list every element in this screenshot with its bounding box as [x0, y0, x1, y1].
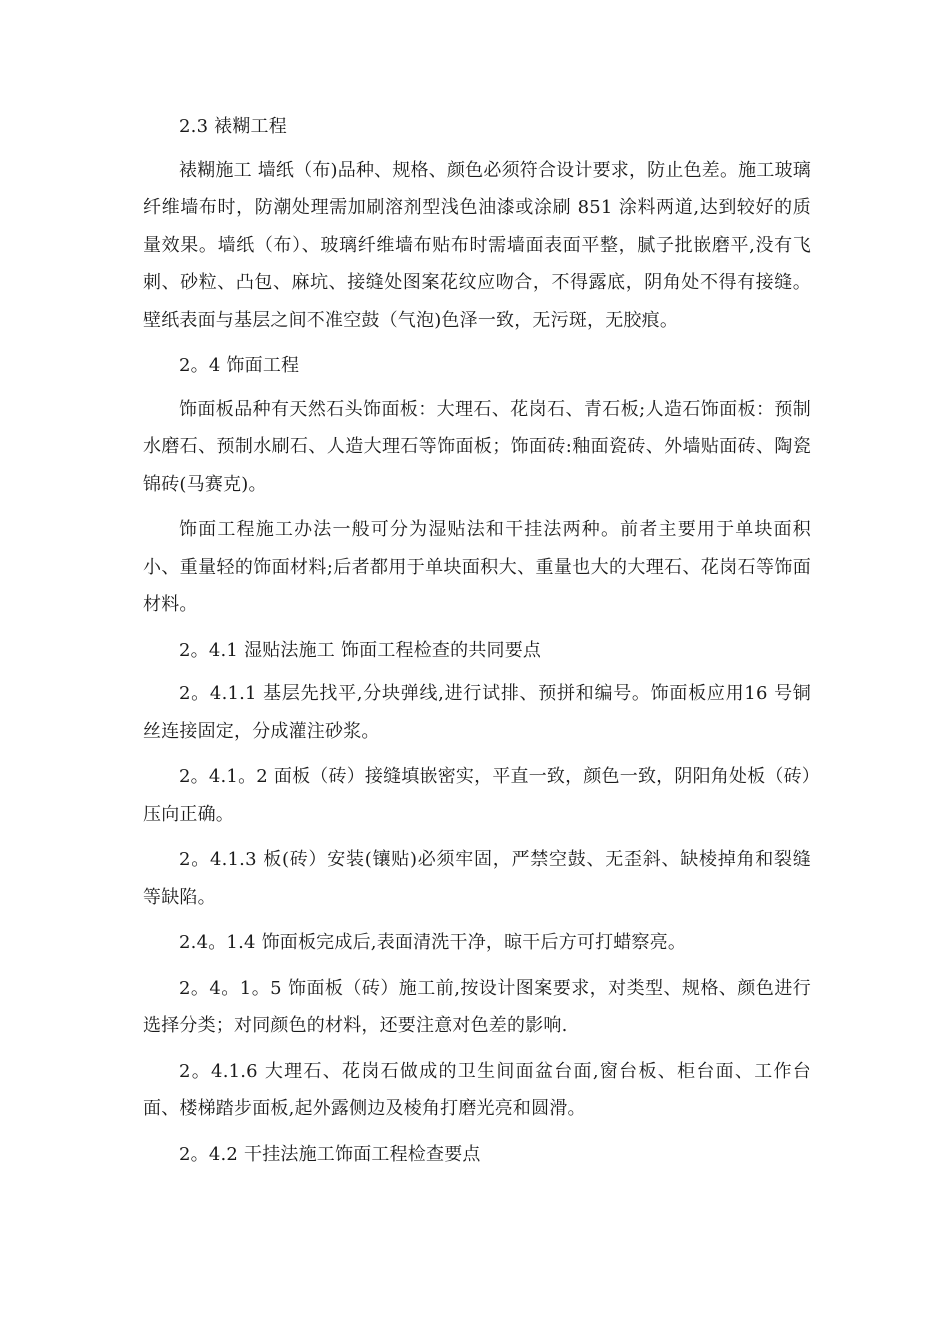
paragraph-2-4-1-5: 2。4。1。5 饰面板（砖）施工前,按设计图案要求，对类型、规格、颜色进行选择分类；对同颜色的材料，还要注意对色差的影响. [143, 977, 811, 1036]
document-body [143, 108, 811, 1179]
paragraph-2-4-1-1: 2。4.1.1 基层先找平,分块弹线,进行试排、预拼和编号。饰面板应用16 号铜丝连接固定，分成灌注砂浆。 [143, 683, 811, 742]
paragraph-2-4-1-6: 2。4.1.6 大理石、花岗石做成的卫生间面盆台面,窗台板、柜台面、工作台面、楼梯踏步面板,起外露侧边及棱角打磨光亮和圆滑。 [143, 1060, 811, 1119]
section-heading-2-3: 2.3 裱糊工程 [179, 116, 287, 137]
paragraph-2-4-1-3: 2。4.1.3 板(砖）安装(镶贴)必须牢固，严禁空鼓、无歪斜、缺棱掉角和裂缝等缺陷。 [143, 849, 811, 908]
section-heading-2-4-1: 2。4.1 湿贴法施工 饰面工程检查的共同要点 [179, 639, 542, 661]
paragraph-2-4-1-2: 2。4.1。2 面板（砖）接缝填嵌密实，平直一致，颜色一致，阴阳角处板（砖）压向正确。 [143, 766, 811, 825]
section-heading-2-4-2: 2。4.2 干挂法施工饰面工程检查要点 [179, 1143, 481, 1165]
paragraph-facing-methods: 饰面工程施工办法一般可分为湿贴法和干挂法两种。前者主要用于单块面积小、重量轻的饰面材料;后者都用于单块面积大、重量也大的大理石、花岗石等饰面材料。 [143, 519, 811, 615]
paragraph-wallpaper: 裱糊施工 墙纸（布)品种、规格、颜色必须符合设计要求，防止色差。施工玻璃纤维墙布时，防潮处理需加刷溶剂型浅色油漆或涂刷 851 涂料两道,达到较好的质量效果。墙纸（布）、玻璃纤维墙布贴布时需墙面表面平整，腻子批嵌磨平,没有飞刺、砂粒、凸包、麻坑、接缝处图案花纹应吻合，不得露底，阴角处不得有接缝。壁纸表面与基层之间不准空鼓（气泡)色泽一致，无污斑，无胶痕。 [143, 159, 811, 331]
section-heading-2-4: 2。4 饰面工程 [179, 355, 300, 376]
paragraph-facing-types: 饰面板品种有天然石头饰面板：大理石、花岗石、青石板;人造石饰面板：预制水磨石、预制水刷石、人造大理石等饰面板；饰面砖:釉面瓷砖、外墙贴面砖、陶瓷锦砖(马赛克)。 [143, 398, 811, 495]
paragraph-2-4-1-4: 2.4。1.4 饰面板完成后,表面清洗干净，晾干后方可打蜡察亮。 [179, 932, 687, 953]
